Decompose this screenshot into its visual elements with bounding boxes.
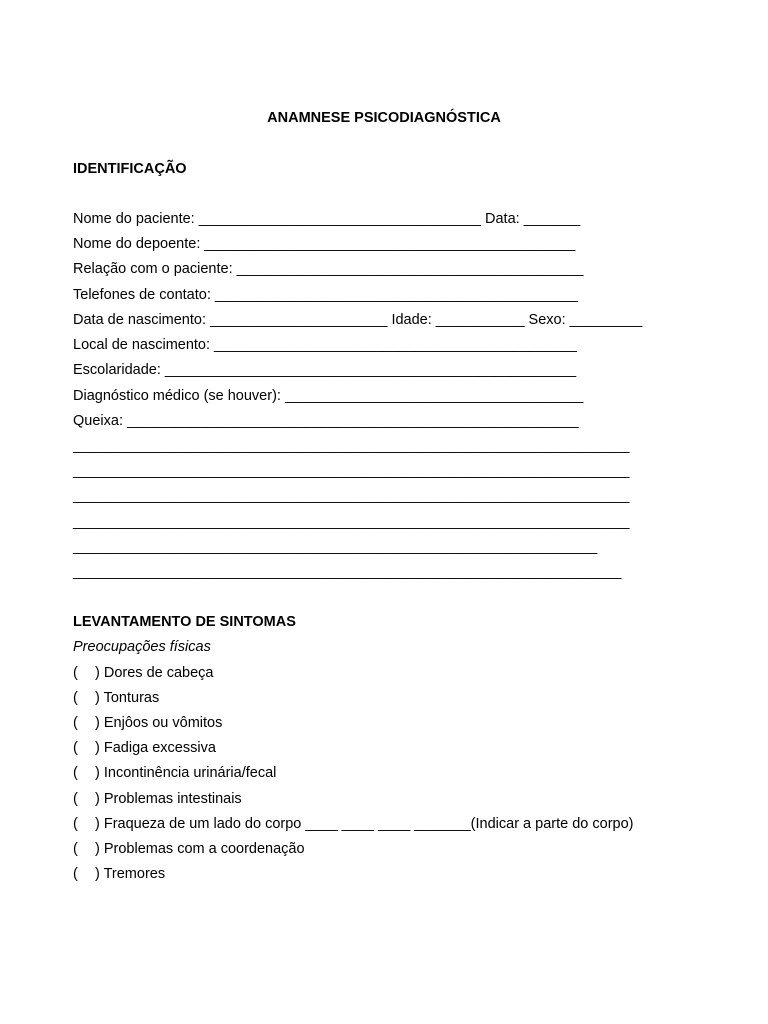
symptom-checkbox-item[interactable] — [73, 816, 633, 832]
symptom-label: ) Tremores — [95, 866, 166, 882]
symptom-label: ) Enjôos ou vômitos — [95, 715, 223, 731]
checkbox-open-paren[interactable]: ( — [73, 765, 78, 781]
symptom-checkbox-item[interactable] — [73, 791, 242, 807]
symptom-checkbox-item[interactable] — [73, 715, 222, 731]
blank-line[interactable]: _________________________________________________________________ — [73, 539, 598, 555]
field-local-nascimento[interactable]: Local de nascimento: _____________________________________________ — [73, 337, 577, 353]
symptom-checkbox-item[interactable] — [73, 841, 305, 857]
blank-line[interactable]: ____________________________________________________________________ — [73, 564, 622, 580]
checkbox-open-paren[interactable]: ( — [73, 866, 78, 882]
symptom-label: ) Incontinência urinária/fecal — [95, 765, 277, 781]
blank-line[interactable]: _____________________________________________________________________ — [73, 488, 630, 504]
checkbox-open-paren[interactable]: ( — [73, 740, 78, 756]
symptom-label: ) Problemas com a coordenação — [95, 841, 305, 857]
blank-line[interactable]: _____________________________________________________________________ — [73, 514, 630, 530]
checkbox-open-paren[interactable]: ( — [73, 816, 78, 832]
field-diagnostico[interactable]: Diagnóstico médico (se houver): _____________________________________ — [73, 388, 584, 404]
subheading-preocupacoes-fisicas: Preocupações físicas — [73, 639, 211, 655]
checkbox-open-paren[interactable]: ( — [73, 841, 78, 857]
symptom-label: ) Fadiga excessiva — [95, 740, 216, 756]
checkbox-open-paren[interactable]: ( — [73, 791, 78, 807]
symptom-checkbox-item[interactable] — [73, 690, 159, 706]
field-relacao-paciente[interactable]: Relação com o paciente: ___________________________________________ — [73, 261, 584, 277]
field-data-nascimento[interactable]: Data de nascimento: ______________________ Idade: ___________ Sexo: _________ — [73, 312, 643, 328]
field-nome-paciente[interactable]: Nome do paciente: ___________________________________ Data: _______ — [73, 211, 581, 227]
section-heading-sintomas: LEVANTAMENTO DE SINTOMAS — [73, 614, 296, 630]
checkbox-open-paren[interactable]: ( — [73, 690, 78, 706]
symptom-label: ) Dores de cabeça — [95, 665, 214, 681]
symptom-checkbox-item[interactable] — [73, 665, 213, 681]
field-escolaridade[interactable]: Escolaridade: ___________________________________________________ — [73, 362, 577, 378]
checkbox-open-paren[interactable]: ( — [73, 715, 78, 731]
blank-line[interactable]: _____________________________________________________________________ — [73, 438, 630, 454]
blank-line[interactable]: _____________________________________________________________________ — [73, 463, 630, 479]
symptom-label: ) Problemas intestinais — [95, 791, 242, 807]
symptom-label: ) Fraqueza de um lado do corpo ____ ____ ____ _______(Indicar a parte do corpo) — [95, 816, 634, 832]
symptom-label: ) Tonturas — [95, 690, 160, 706]
document-title: ANAMNESE PSICODIAGNÓSTICA — [267, 110, 501, 126]
field-telefones[interactable]: Telefones de contato: _____________________________________________ — [73, 287, 578, 303]
symptom-checkbox-item[interactable] — [73, 740, 216, 756]
field-queixa[interactable]: Queixa: ________________________________________________________ — [73, 413, 579, 429]
field-nome-depoente[interactable]: Nome do depoente: ______________________________________________ — [73, 236, 576, 252]
checkbox-open-paren[interactable]: ( — [73, 665, 78, 681]
symptom-checkbox-item[interactable] — [73, 866, 165, 882]
section-heading-identificacao: IDENTIFICAÇÃO — [73, 161, 187, 177]
symptom-checkbox-item[interactable] — [73, 765, 276, 781]
